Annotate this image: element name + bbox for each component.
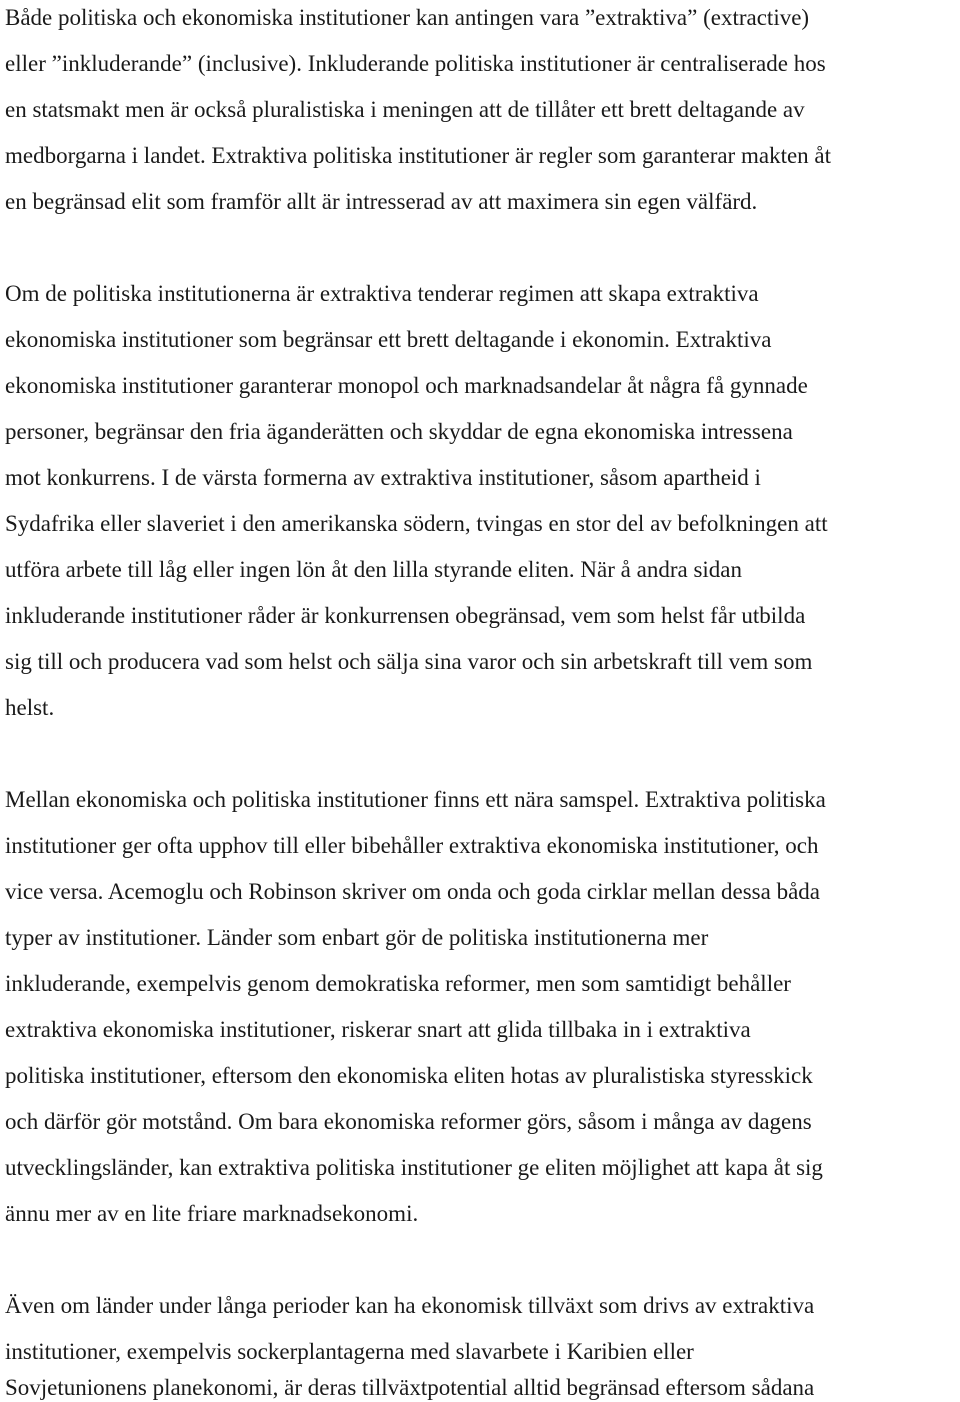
text-line: eller ”inkluderande” (inclusive). Inkluderande politiska institutioner är centraliserade hos [5,51,826,76]
text-line: Mellan ekonomiska och politiska institutioner finns ett nära samspel. Extraktiva politiska [5,787,826,812]
text-line: inkluderande institutioner råder är konkurrensen obegränsad, vem som helst får utbilda [5,603,806,628]
text-line: en statsmakt men är också pluralistiska i meningen att de tillåter ett brett deltagande av [5,97,805,122]
text-line: Även om länder under långa perioder kan ha ekonomisk tillväxt som drivs av extraktiva [5,1293,815,1318]
text-line: extraktiva ekonomiska institutioner, riskerar snart att glida tillbaka in i extraktiva [5,1017,751,1042]
text-line: utvecklingsländer, kan extraktiva politiska institutioner ge eliten möjlighet att kapa åt sig [5,1155,823,1180]
text-line: ännu mer av en lite friare marknadsekonomi. [5,1201,419,1226]
text-line: vice versa. Acemoglu och Robinson skriver om onda och goda cirklar mellan dessa båda [5,879,820,904]
text-line: institutioner, exempelvis sockerplantagerna med slavarbete i Karibien eller [5,1339,694,1364]
text-line: typer av institutioner. Länder som enbart gör de politiska institutionerna mer [5,925,709,950]
text-line: inkluderande, exempelvis genom demokratiska reformer, men som samtidigt behåller [5,971,791,996]
text-line: politiska institutioner, eftersom den ekonomiska eliten hotas av pluralistiska styresskick [5,1063,813,1088]
text-line: mot konkurrens. I de värsta formerna av extraktiva institutioner, såsom apartheid i [5,465,761,490]
text-line: ekonomiska institutioner som begränsar ett brett deltagande i ekonomin. Extraktiva [5,327,772,352]
text-line: utföra arbete till låg eller ingen lön åt den lilla styrande eliten. När å andra sidan [5,557,742,582]
text-line: sig till och producera vad som helst och sälja sina varor och sin arbetskraft till vem som [5,649,813,674]
text-line: Sydafrika eller slaveriet i den amerikanska södern, tvingas en stor del av befolkningen att [5,511,828,536]
text-line: ekonomiska institutioner garanterar monopol och marknadsandelar åt några få gynnade [5,373,808,398]
text-line: Om de politiska institutionerna är extraktiva tenderar regimen att skapa extraktiva [5,281,759,306]
text-line: personer, begränsar den fria äganderätten och skyddar de egna ekonomiska intressena [5,419,793,444]
text-line: institutioner ger ofta upphov till eller bibehåller extraktiva ekonomiska institutioner, och [5,833,819,858]
text-line: medborgarna i landet. Extraktiva politiska institutioner är regler som garanterar makten åt [5,143,832,168]
text-line: helst. [5,695,55,720]
text-line: en begränsad elit som framför allt är intresserad av att maximera sin egen välfärd. [5,189,758,214]
text-line: och därför gör motstånd. Om bara ekonomiska reformer görs, såsom i många av dagens [5,1109,812,1134]
text-line: Sovjetunionens planekonomi, är deras tillväxtpotential alltid begränsad eftersom sådana [5,1375,815,1400]
text-line: Både politiska och ekonomiska institutioner kan antingen vara ”extraktiva” (extractive) [5,5,810,30]
